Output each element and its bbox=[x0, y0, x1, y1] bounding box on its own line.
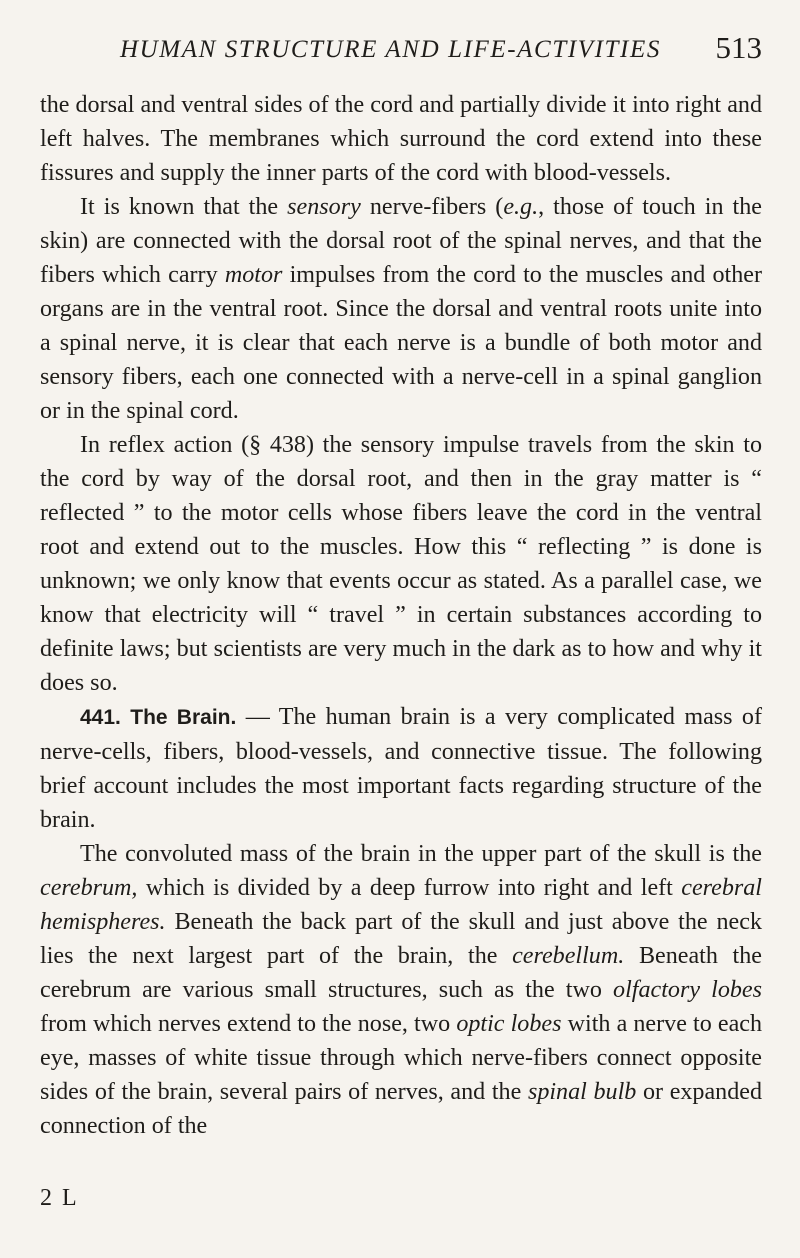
page-number: 513 bbox=[715, 30, 762, 65]
term-sensory: sensory bbox=[287, 194, 361, 220]
paragraph-3-text: In reflex action (§ 438) the sensory impulse travels from the skin to the cord by way of the dorsal root, and then in the gray matter is “ reflected ” to the motor cells whose fibers leave the cord in the ventral root and extend out to the muscles. How this “ reflecting ” is done is unknown; we only know that events occur as stated. As a parallel case, we know that electricity will “ travel ” in certain substances according to definite laws; but scientists are very much in the dark as to how and why it does so. bbox=[40, 432, 762, 696]
paragraph-5-text-a: The convoluted mass of the brain in the upper part of the skull is the bbox=[80, 841, 762, 867]
paragraph-4-text: — The human brain is a very complicated mass of nerve-cells, fibers, blood-vessels, and connective tissue. The following brief account includes the most important facts regarding structure of the brain. bbox=[40, 704, 762, 833]
term-olfactory-lobes: olfactory lobes bbox=[613, 977, 762, 1003]
paragraph-5-text-c: Beneath the back part of the skull and just above the neck lies the next largest part of the brain, the bbox=[40, 909, 762, 969]
paragraph-2-text-c: , those of touch in the skin) are connected with the dorsal root of the spinal nerves, and that the fibers which carry bbox=[40, 194, 762, 288]
paragraph-5 bbox=[40, 837, 762, 1143]
paragraph-5-text-b: which is divided by a deep furrow into right and left bbox=[137, 875, 682, 901]
term-motor: motor bbox=[224, 262, 283, 288]
paragraph-1 bbox=[40, 88, 762, 190]
running-head bbox=[40, 30, 762, 70]
section-number: 441. bbox=[80, 706, 121, 729]
term-optic-lobes: optic lobes bbox=[456, 1011, 562, 1037]
paragraph-2-text-a: It is known that the bbox=[80, 194, 288, 220]
body-text bbox=[40, 88, 762, 1143]
term-cerebellum: cerebellum. bbox=[512, 943, 625, 969]
paragraph-2-text-d: impulses from the cord to the muscles and other organs are in the ventral root. Since the dorsal and ventral roots unite into a spinal nerve, it is clear that each nerve is a bundle of both motor and sensory fibers, each one connected with a nerve-cell in a spinal ganglion or in the spinal cord. bbox=[40, 262, 762, 424]
paragraph-2-text-b: nerve-fibers ( bbox=[360, 194, 504, 220]
paragraph-5-text-f: with a nerve to each eye, masses of white tissue through which nerve-fibers connect opposite sides of the brain, several pairs of nerves, and the bbox=[40, 1011, 763, 1105]
paragraph-5-text-g: or expanded connection of the bbox=[40, 1079, 763, 1139]
signature-mark: 2 L bbox=[40, 1185, 79, 1211]
paragraph-5-text-d: Beneath the cerebrum are various small structures, such as the two bbox=[40, 943, 762, 1003]
paragraph-4 bbox=[40, 700, 762, 837]
signature-mark-area bbox=[40, 1185, 79, 1212]
paragraph-2 bbox=[40, 190, 762, 428]
paragraph-1-text: the dorsal and ventral sides of the cord and partially divide it into right and left halves. The membranes which surround the cord extend into these fissures and supply the inner parts of the cord with blood-vessels. bbox=[40, 92, 762, 186]
term-spinal-bulb: spinal bulb bbox=[527, 1079, 637, 1105]
term-cerebral-hemispheres: cerebral hemispheres. bbox=[40, 875, 762, 935]
paragraph-5-text-e: from which nerves extend to the nose, two bbox=[40, 1011, 457, 1037]
paragraph-3 bbox=[40, 428, 762, 700]
running-title: HUMAN STRUCTURE AND LIFE-ACTIVITIES bbox=[120, 36, 661, 63]
term-cerebrum: cerebrum, bbox=[40, 875, 138, 901]
abbr-eg: e.g. bbox=[503, 194, 539, 220]
section-title: The Brain. bbox=[130, 706, 237, 729]
